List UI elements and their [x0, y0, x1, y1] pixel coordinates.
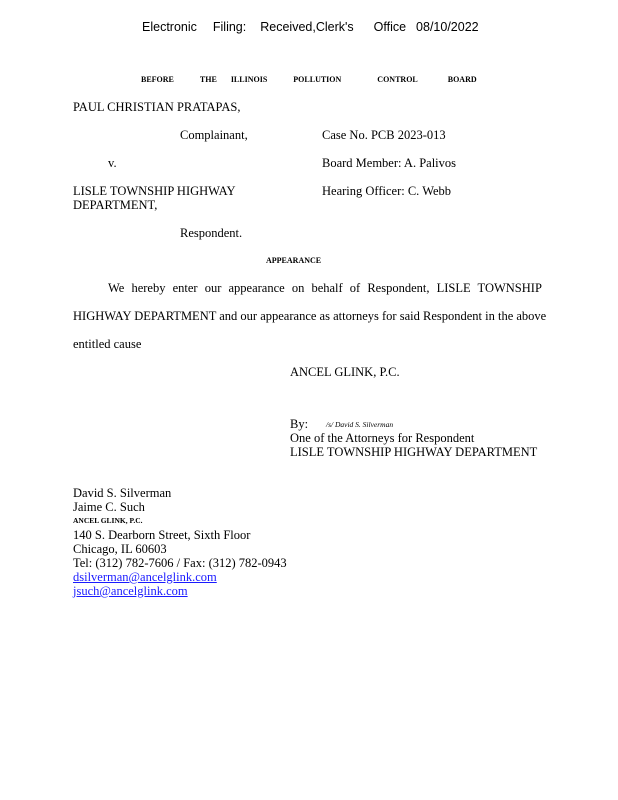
body-line-3: entitled cause: [73, 337, 142, 351]
filing-header-word: Received,Clerk's: [260, 20, 354, 34]
case-number: Case No. PCB 2023-013: [322, 128, 446, 142]
body-line-2: HIGHWAY DEPARTMENT and our appearance as attorneys for said Respondent in the above: [73, 309, 547, 323]
body-line-1: We hereby enter our appearance on behalf of Respondent, LISLE TOWNSHIP: [108, 281, 542, 295]
board-title-word: CONTROL: [377, 75, 418, 84]
board-title-word: ILLINOIS: [230, 75, 268, 84]
complainant-role: Complainant,: [180, 128, 248, 142]
board-title-word: BEFORE: [141, 75, 174, 84]
email-link-such[interactable]: jsuch@ancelglink.com: [73, 584, 188, 598]
document-title: APPEARANCE: [266, 256, 322, 265]
contact-address-2: Chicago, IL 60603: [73, 542, 167, 556]
filing-header-word: Filing:: [212, 20, 247, 34]
complainant-name: PAUL CHRISTIAN PRATAPAS,: [73, 100, 241, 114]
board-title: [141, 75, 477, 84]
contact-name-1: David S. Silverman: [73, 486, 172, 500]
respondent-name-line1: LISLE TOWNSHIP HIGHWAY: [73, 184, 236, 198]
email-link-silverman[interactable]: dsilverman@ancelglink.com: [73, 570, 217, 584]
contact-firm: ANCEL GLINK, P.C.: [73, 516, 143, 525]
board-title-word: POLLUTION: [293, 75, 342, 84]
versus: v.: [108, 156, 117, 170]
hearing-officer: Hearing Officer: C. Webb: [322, 184, 452, 198]
board-title-word: THE: [199, 75, 217, 84]
filing-header: [142, 20, 479, 34]
attorney-line: One of the Attorneys for Respondent: [290, 431, 475, 445]
respondent-name-line2: DEPARTMENT,: [73, 198, 158, 212]
contact-address-1: 140 S. Dearborn Street, Sixth Floor: [73, 528, 251, 542]
board-member: Board Member: A. Palivos: [322, 156, 457, 170]
board-title-word: BOARD: [447, 75, 477, 84]
contact-name-2: Jaime C. Such: [73, 500, 145, 514]
filing-header-date: 08/10/2022: [416, 20, 479, 34]
client-name: LISLE TOWNSHIP HIGHWAY DEPARTMENT: [290, 445, 538, 459]
signature-by-label: By:: [290, 417, 309, 431]
electronic-signature: /s/ David S. Silverman: [326, 420, 394, 429]
contact-phone: Tel: (312) 782-7606 / Fax: (312) 782-0943: [73, 556, 287, 570]
respondent-role: Respondent.: [180, 226, 243, 240]
firm-name: ANCEL GLINK, P.C.: [290, 365, 400, 379]
filing-header-word: Office: [373, 20, 407, 34]
filing-header-word: Electronic: [142, 20, 197, 34]
